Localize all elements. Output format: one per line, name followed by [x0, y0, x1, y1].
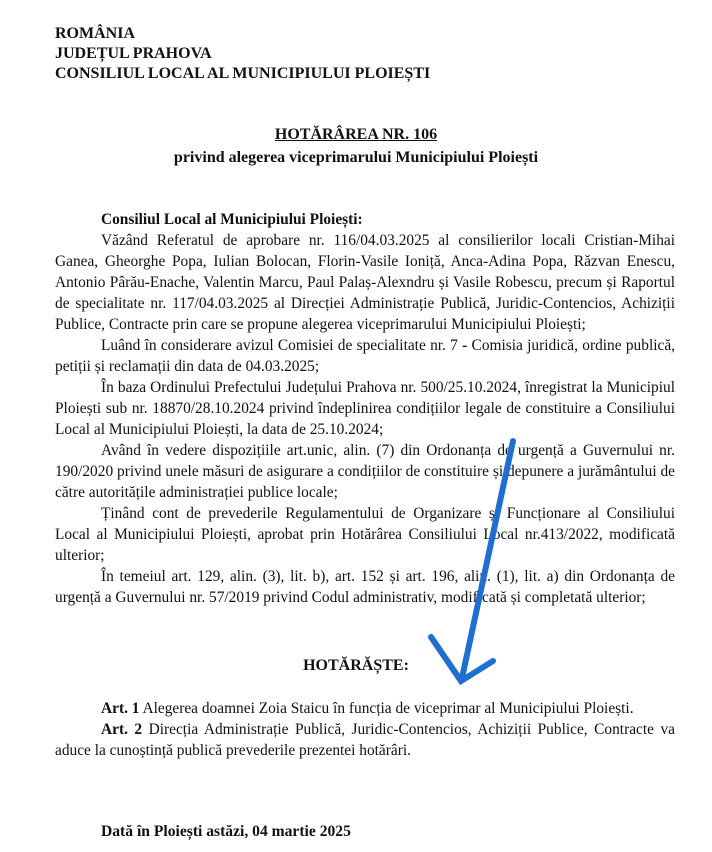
arrow-shaft [462, 441, 513, 678]
paragraph-aviz-b: Comisia juridică, ordine publică, petiții și reclamații din data de 04.03.2025; [55, 337, 676, 375]
council-heading: Consiliul Local al Municipiului Ploiești: [101, 211, 363, 228]
paragraph-referat: Văzând Referatul de aprobare nr. 116/04.03.2025 al consilierilor locali Cristian-Mihai Ganea, Gheorghe Popa, Iulian Bolocan, Florin-Vasile Ioniță, Anca-Adina Popa, Răzvan Enescu, Antonio Pârău-Enache, Valentin Marcu, Paul Palaș-Alexndru și Vasile Robescu, precum și Raportul de specialitate nr. 117/04.03.2025 al Direcției Administrație Publică, Juridic-Contencios, Achiziții Publice, Contracte prin care se propune alegerea viceprimarului Municipiului Ploiești; [55, 232, 675, 333]
article-2-text: Direcția Administrație Publică, Juridic-Contencios, Achiziții Publice, Contracte va aduce la cunoștință publică prevederile prezentei hotărâri. [55, 721, 675, 759]
paragraph-ordin: În baza Ordinului Prefectului Județului Prahova nr. 500/25.10.2024, înregistrat la Municipiul Ploiești sub nr. 18870/28.10.2024 privind îndeplinirea condițiilor legale de constituire a Consiliului Local al Municipiului Ploiești, la data de 25.10.2024; [55, 379, 675, 438]
header-council: CONSILIUL LOCAL AL MUNICIPIULUI PLOIEȘTI [55, 65, 431, 82]
header-country: ROMÂNIA [55, 25, 135, 42]
paragraph-regulament: Ținând cont de prevederile Regulamentului de Organizare și Funcționare al Consiliului Local al Municipiului Ploiești, aprobat prin Hotărârea Consiliului Local nr.413/2022, modificată ulterior; [55, 505, 675, 564]
article-1-label: Art. 1 [101, 700, 140, 717]
decision-subject: privind alegerea viceprimarului Municipiului Ploiești [173, 149, 539, 166]
article-2-label: Art. 2 [101, 721, 143, 738]
paragraph-aviz-a: Luând în considerare avizul Comisiei de specialitate nr. 7 [101, 337, 463, 354]
decision-heading: HOTĂRĂȘTE: [303, 657, 409, 674]
date-line: Dată în Ploiești astăzi, 04 martie 2025 [101, 823, 351, 840]
decision-number: HOTĂRÂREA NR. 106 [274, 126, 438, 143]
paragraph-temei: În temeiul art. 129, alin. (3), lit. b), art. 152 și art. 196, alin. (1), lit. a) din Ordonanța de urgență a Guvernului nr. 57/2019 privind Codul administrativ, modificată și completată ulterior; [55, 568, 675, 606]
paragraph-aviz-dash: - [462, 337, 468, 354]
header-county: JUDEȚUL PRAHOVA [55, 45, 212, 62]
paragraph-oug: Având în vedere dispozițiile art.unic, alin. (7) din Ordonanța de urgență a Guvernului nr. 190/2020 privind unele măsuri de asigurare a condițiilor de constituire și depunere a jurământului de către autoritățile administrației publice locale; [55, 442, 675, 501]
arrow-strokes [431, 441, 513, 681]
article-1-text: Alegerea doamnei Zoia Staicu în funcția de viceprimar al Municipiului Ploiești. [139, 700, 634, 717]
